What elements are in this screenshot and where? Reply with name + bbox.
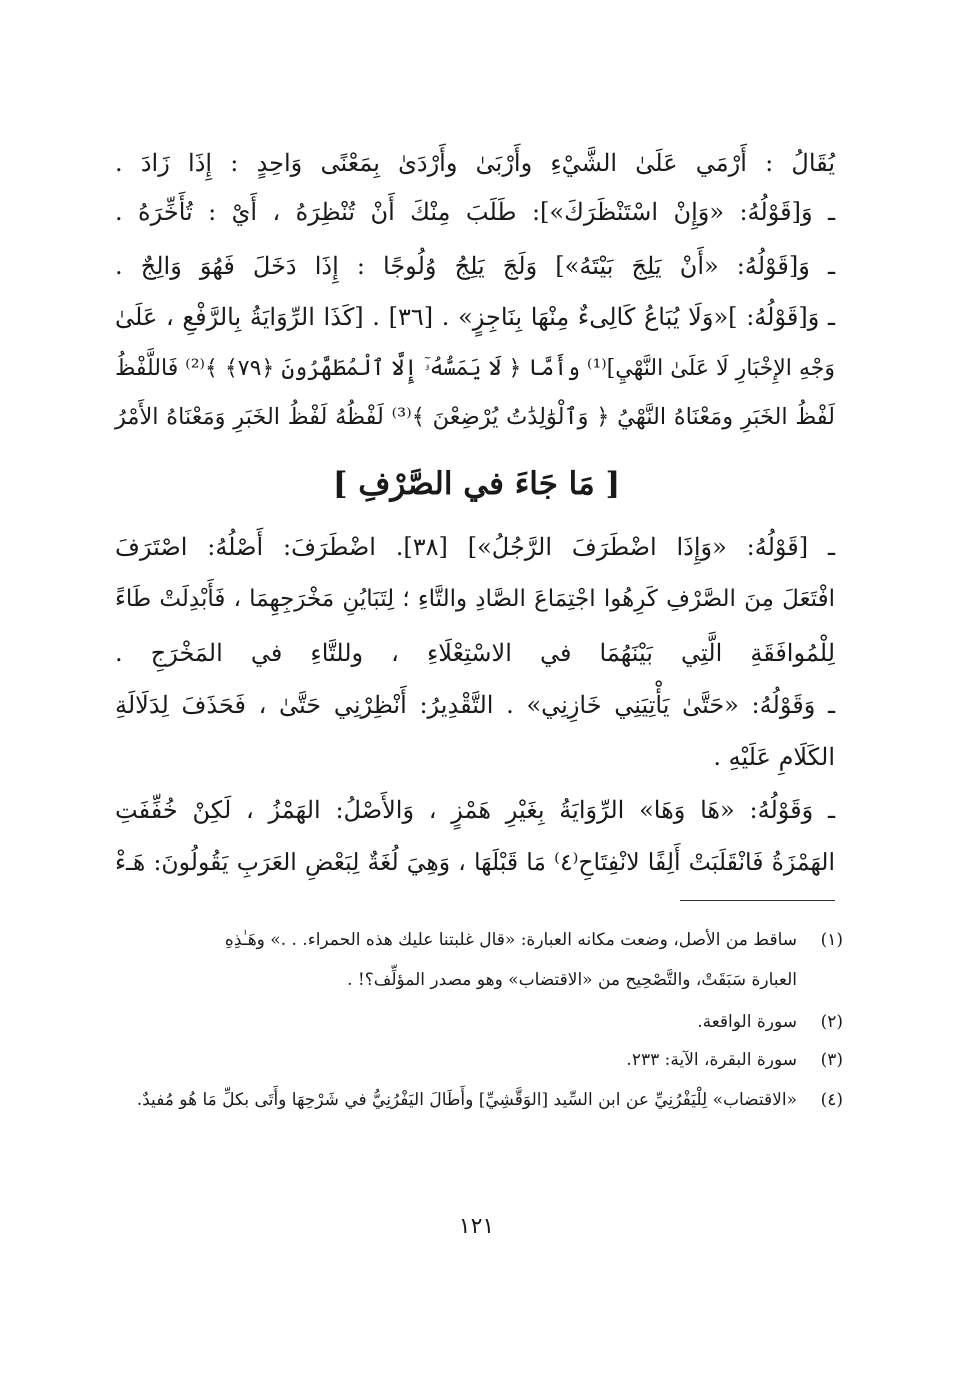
- text-line-8: افْتَعَلَ مِنَ الصَّرْفِ كَرِهُوا اجْتِمَاعَ الصَّادِ والتَّاءِ ؛ لِتَبَايُنِ مَخْرَجِهِمَا ، فَأَبْدِلَتْ طَاءً: [115, 586, 835, 612]
- text-line-11: الكَلَامِ عَلَيْهِ .: [713, 743, 835, 771]
- footnote-text: سورة البقرة، الآية: ٢٣٣.: [626, 1050, 797, 1070]
- text-line-9: لِلْمُوافَقَةِ الَّتِي بَيْنَهُمَا في الاسْتِعْلَاءِ ، وللتَّاءِ في المَخْرَجِ .: [115, 639, 835, 667]
- text-line-12: ـ وَقَوْلُهُ: «هَا وَهَا» الرِّوَايَةُ بِغَيْرِ هَمْزٍ ، وَالأَصْلُ: الهَمْزُ ، لَكِنْ خُفِّفَتِ: [115, 796, 835, 824]
- text-line-6: لَفْظُ الخَبَرِ ومَعْنَاهُ النَّهْيُ ﴿ وَٱلْوَٰلِدَٰتُ يُرْضِعْنَ ﴾⁽³⁾ لَفْظُهُ لَفْظُ الخَبَرِ وَمَعْنَاهُ الأَمْرُ: [115, 404, 835, 430]
- footnote-number: (٣): [820, 1050, 843, 1070]
- footnote-4: [113, 1085, 843, 1115]
- footnote-text: ساقط من الأصل، وضعت مكانه العبارة: «قال غلبتنا عليك هذه الحمراء. . .» وهَـٰذِهِ: [224, 930, 797, 950]
- text-line-3: ـ وَ[قَوْلُهُ: «أَنْ يَلِجَ بَيْتَهُ»] وَلَجَ يَلِجُ وُلُوجًا : إِذَا دَخَلَ فَهُوَ وَالِجٌ .: [115, 252, 835, 280]
- text-line-1: يُقَالُ : أَرْمَي عَلَىٰ الشَّيْءِ وأَرْبَىٰ وأَرْدَىٰ بِمَعْنًى وَاحِدٍ : إِذَا زَادَ .: [115, 149, 835, 177]
- footnote-number: (٤): [820, 1090, 843, 1110]
- page-number: ١٢١: [458, 1214, 495, 1239]
- footnote-number: (٢): [820, 1012, 843, 1032]
- text-line-10: ـ وَقَوْلُهُ: «حَتَّىٰ يَأْتِيَنِي خَازِنِي» . التَّقْدِيرُ: أَنْظِرْنِي حَتَّىٰ ، فَحَذَفَ لِدَلَالَةِ: [115, 691, 835, 719]
- text-line-5: وَجْهِ الإِخْبَارِ لَا عَلَىٰ النَّهْيِ]⁽¹⁾ وأَمَّا ﴿ لَا يَمَسُّهُۥٓ إِلَّا ٱلْمُطَهَّرُونَ ﴿٧٩﴾ ﴾⁽²⁾ فَاللَّفْظُ: [115, 356, 835, 381]
- text-line-4: ـ وَ[قَوْلُهُ: ]«وَلَا يُبَاعُ كَالِىءٌ مِنْهَا بِنَاجِزٍ» . [٣٦] . [كَذَا الرِّوَايَةُ بِالرَّفْعِ ، عَلَىٰ: [115, 303, 835, 331]
- section-heading: [ مَا جَاءَ في الصَّرْفِ ]: [332, 466, 621, 502]
- text-line-13: الهَمْزَةُ فَانْقَلَبَتْ أَلِفًا لانْفِتَاحِ⁽٤⁾ مَا قَبْلَهَا ، وَهِيَ لُغَةٌ لِبَعْضِ العَرَبِ يَقُولُونَ: هَـءْ: [115, 848, 835, 876]
- footnote-separator: [680, 900, 835, 901]
- text-line-7: ـ [قَوْلُهُ: «وَإِذَا اضْطَرَفَ الرَّجُلُ»] [٣٨]. اضْطَرَفَ: أَصْلُهُ: اصْتَرَفَ: [115, 533, 835, 561]
- footnote-2: [113, 1007, 843, 1037]
- footnote-text: «الاقتضاب» لِلْيَفْرُنِيِّ عن ابن السِّيد [الوَقَّشِيِّ] وأَطَالَ اليَفْرُنِيُّ في شَرْحِهَا وأَتَى بكلِّ مَا هُو مُفيدٌ.: [136, 1090, 797, 1110]
- footnote-number: (١): [820, 930, 843, 950]
- footnote-1-continuation: العبارة سَبَقَتْ، والتَّصْحِيح من «الاقتضاب» وهو مصدر المؤلِّف؟! .: [347, 970, 797, 990]
- footnote-text: سورة الواقعة.: [697, 1012, 797, 1032]
- footnote-3: [113, 1045, 843, 1075]
- footnote-1: [113, 925, 843, 955]
- text-line-2: ـ وَ[قَوْلُهُ: «وَإِنْ اسْتَنْظَرَكَ»]: طَلَبَ مِنْكَ أَنْ تُنْظِرَهُ ، أَيْ : تُأَخِّرَهُ .: [115, 198, 835, 226]
